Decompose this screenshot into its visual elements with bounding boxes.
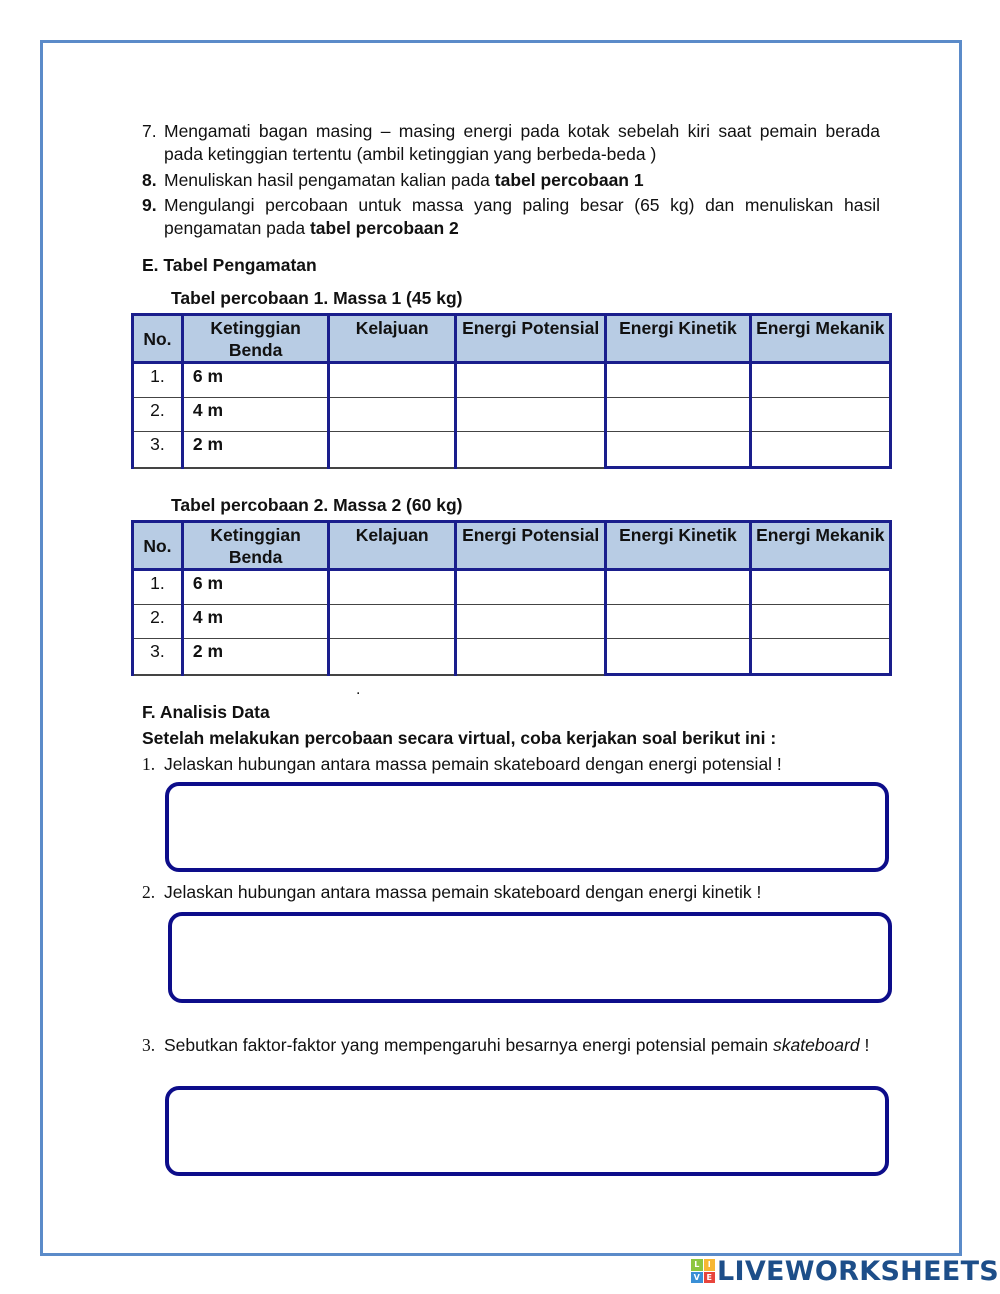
question-text: Jelaskan hubungan antara massa pemain skateboard dengan energi potensial !	[164, 754, 782, 774]
table-percobaan-2	[131, 520, 892, 676]
answer-box-1[interactable]	[165, 782, 889, 872]
step-text: Mengamati bagan masing – masing energi pada kotak sebelah kiri saat pemain berada pada ketinggian tertentu (ambil ketinggian yang berbeda-beda )	[164, 121, 880, 164]
table-header-row	[133, 315, 891, 363]
cell-kelajuan[interactable]	[329, 398, 456, 432]
section-f-title: F. Analisis Data	[142, 702, 270, 722]
question-text-italic: skateboard	[772, 1035, 860, 1055]
table-header-row	[133, 522, 891, 570]
col-header-ketinggian: Ketinggian Benda	[182, 315, 329, 363]
question-number: 2.	[142, 882, 156, 902]
question-2	[142, 881, 880, 904]
cell-kelajuan[interactable]	[329, 605, 456, 639]
live-grid-icon	[691, 1259, 715, 1283]
question-3	[142, 1034, 874, 1057]
col-header-ketinggian: Ketinggian Benda	[182, 522, 329, 570]
step-8	[142, 169, 880, 192]
cell-ketinggian: 4 m	[182, 605, 329, 639]
answer-box-3[interactable]	[165, 1086, 889, 1176]
col-header-energi-kinetik: Energi Kinetik	[606, 315, 750, 363]
cell-energi-potensial[interactable]	[455, 639, 605, 675]
cell-energi-mekanik[interactable]	[750, 363, 890, 398]
step-number: 7.	[142, 121, 157, 141]
cell-kelajuan[interactable]	[329, 570, 456, 605]
table-row	[133, 605, 891, 639]
cell-kelajuan[interactable]	[329, 432, 456, 468]
question-text: Jelaskan hubungan antara massa pemain skateboard dengan energi kinetik !	[164, 882, 762, 902]
table-row	[133, 570, 891, 605]
col-header-energi-mekanik: Energi Mekanik	[750, 522, 890, 570]
step-text-bold: tabel percobaan 2	[309, 218, 459, 238]
cell-ketinggian: 4 m	[182, 398, 329, 432]
logo-letter-l: L	[691, 1259, 703, 1271]
table2-caption: Tabel percobaan 2. Massa 2 (60 kg)	[171, 495, 463, 515]
question-number: 1.	[142, 754, 156, 774]
cell-energi-kinetik[interactable]	[606, 398, 750, 432]
cell-energi-mekanik[interactable]	[750, 639, 890, 675]
cell-ketinggian: 2 m	[182, 432, 329, 468]
table1-caption: Tabel percobaan 1. Massa 1 (45 kg)	[171, 288, 463, 308]
logo-letter-e: E	[704, 1272, 716, 1284]
cell-energi-mekanik[interactable]	[750, 605, 890, 639]
col-header-kelajuan: Kelajuan	[329, 315, 456, 363]
col-header-no: No.	[133, 522, 183, 570]
cell-energi-kinetik[interactable]	[606, 570, 750, 605]
answer-input-3[interactable]	[169, 1090, 885, 1172]
step-text: Menuliskan hasil pengamatan kalian pada	[164, 170, 495, 190]
col-header-no: No.	[133, 315, 183, 363]
cell-energi-kinetik[interactable]	[606, 639, 750, 675]
cell-kelajuan[interactable]	[329, 363, 456, 398]
col-header-energi-kinetik: Energi Kinetik	[606, 522, 750, 570]
step-7	[142, 120, 880, 166]
cell-energi-potensial[interactable]	[455, 432, 605, 468]
table-row	[133, 398, 891, 432]
question-text-end: !	[859, 1035, 870, 1055]
cell-energi-mekanik[interactable]	[750, 432, 890, 468]
step-9	[142, 194, 880, 240]
step-text-bold: tabel percobaan 1	[494, 170, 644, 190]
section-e-title: E. Tabel Pengamatan	[142, 255, 317, 275]
cell-no: 1.	[133, 363, 183, 398]
cell-energi-mekanik[interactable]	[750, 398, 890, 432]
stray-dot: .	[356, 681, 361, 698]
col-header-kelajuan: Kelajuan	[329, 522, 456, 570]
logo-letter-v: V	[691, 1272, 703, 1284]
cell-no: 3.	[133, 639, 183, 675]
cell-no: 1.	[133, 570, 183, 605]
table-row	[133, 432, 891, 468]
cell-ketinggian: 6 m	[182, 570, 329, 605]
cell-energi-potensial[interactable]	[455, 398, 605, 432]
answer-input-1[interactable]	[169, 786, 885, 868]
cell-energi-kinetik[interactable]	[606, 605, 750, 639]
col-header-energi-mekanik: Energi Mekanik	[750, 315, 890, 363]
table-percobaan-1	[131, 313, 892, 469]
col-header-energi-potensial: Energi Potensial	[455, 522, 605, 570]
cell-no: 2.	[133, 605, 183, 639]
col-header-energi-potensial: Energi Potensial	[455, 315, 605, 363]
cell-no: 2.	[133, 398, 183, 432]
table-row	[133, 639, 891, 675]
liveworksheets-logo[interactable]	[691, 1256, 999, 1286]
cell-energi-potensial[interactable]	[455, 363, 605, 398]
logo-text: LIVEWORKSHEETS	[717, 1255, 1000, 1287]
question-1	[142, 753, 880, 776]
cell-energi-kinetik[interactable]	[606, 363, 750, 398]
cell-energi-mekanik[interactable]	[750, 570, 890, 605]
table-row	[133, 363, 891, 398]
logo-letter-i: I	[704, 1259, 716, 1271]
cell-energi-kinetik[interactable]	[606, 432, 750, 468]
cell-ketinggian: 6 m	[182, 363, 329, 398]
cell-energi-potensial[interactable]	[455, 570, 605, 605]
cell-kelajuan[interactable]	[329, 639, 456, 675]
step-text: Mengulangi percobaan untuk massa yang paling besar (65 kg) dan menuliskan hasil pengamatan pada	[164, 195, 880, 238]
answer-box-2[interactable]	[168, 912, 892, 1003]
step-number: 8.	[142, 170, 157, 190]
cell-ketinggian: 2 m	[182, 639, 329, 675]
cell-energi-potensial[interactable]	[455, 605, 605, 639]
question-number: 3.	[142, 1035, 156, 1055]
section-f-instruction: Setelah melakukan percobaan secara virtual, coba kerjakan soal berikut ini :	[142, 728, 777, 748]
step-number: 9.	[142, 195, 157, 215]
answer-input-2[interactable]	[172, 916, 888, 999]
question-text: Sebutkan faktor-faktor yang mempengaruhi besarnya energi potensial pemain	[164, 1035, 773, 1055]
cell-no: 3.	[133, 432, 183, 468]
